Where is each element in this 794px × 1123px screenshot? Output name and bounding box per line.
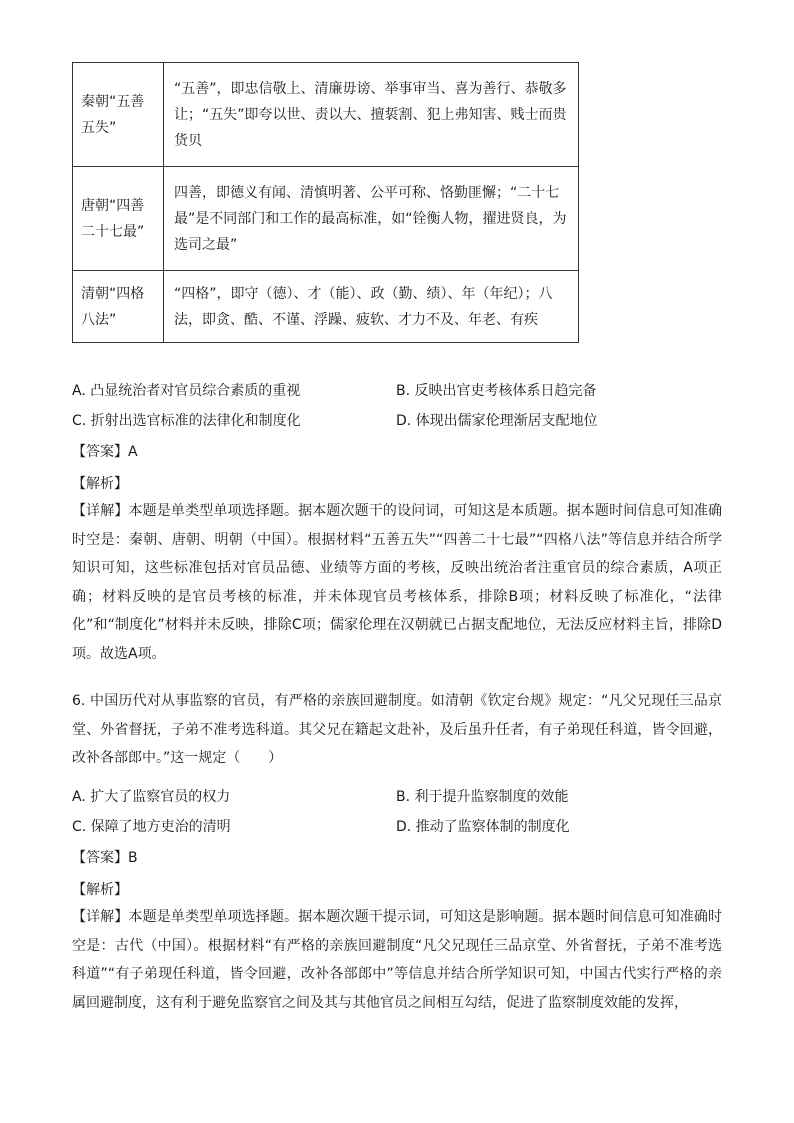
description-cell: 四善，即德义有闻、清慎明著、公平可称、恪勤匪懈；“二十七最”是不同部门和工作的最高标准，如“铨衡人物，擢进贤良，为选司之最” (164, 167, 579, 271)
table-row (73, 271, 579, 343)
q5-detail: 【详解】本题是单类型单项选择题。据本题次题干的设问词，可知这是本质题。据本题时间信息可知准确时空是：秦朝、唐朝、明朝（中国）。根据材料“五善五失”“四善二十七最”“四格八法”等信息并结合所学知识可知，这些标准包括对官员品德、业绩等方面的考核，反映出统治者注重官员的综合素质，A项正确；材料反映的是官员考核的标准，并未体现官员考核体系，排除B项；材料反映了标准化，“法律化”和“制度化”材料并未反映，排除C项；儒家伦理在汉朝就已占据支配地位，无法反应材料主旨，排除D项。故选A项。 (72, 503, 722, 662)
q5-option-c: C. 折射出选官标准的法律化和制度化 (72, 413, 301, 429)
assessment-standards-table (72, 62, 579, 343)
q5-option-a: A. 凸显统治者对官员综合素质的重视 (72, 383, 301, 399)
q6-option-a: A. 扩大了监察官员的权力 (72, 789, 231, 805)
era-cell: 秦朝“五善五失” (73, 63, 164, 167)
q5-option-d: D. 体现出儒家伦理渐居支配地位 (396, 413, 598, 429)
table-row (73, 63, 579, 167)
q6-option-c: C. 保障了地方吏治的清明 (72, 819, 231, 835)
table-row (73, 167, 579, 271)
description-cell: “五善”，即忠信敬上、清廉毋谤、举事审当、喜为善行、恭敬多让；“五失”即夸以世、责以大、擅裚割、犯上弗知害、贱士而贵货贝 (164, 63, 579, 167)
q6-option-d: D. 推动了监察体制的制度化 (396, 819, 570, 835)
q5-answer: 【答案】A (72, 444, 138, 460)
q6-stem: 6. 中国历代对从事监察的官员，有严格的亲族回避制度。如清朝《钦定台规》规定：“凡父兄现任三品京堂、外省督抚，子弟不准考选科道。其父兄在籍起文赴补，及后虽升任者，有子弟现任科道，皆令回避，改补各部郎中。”这一规定（ ） (72, 693, 722, 766)
q5-option-b: B. 反映出官吏考核体系日趋完备 (396, 383, 597, 399)
q5-analysis-heading: 【解析】 (72, 476, 128, 492)
description-cell: “四格”，即守（德）、才（能）、政（勤、绩）、年（年纪）；八法，即贪、酷、不谨、浮躁、疲软、才力不及、年老、有疾 (164, 271, 579, 343)
era-cell: 唐朝“四善二十七最” (73, 167, 164, 271)
q6-analysis-heading: 【解析】 (72, 882, 128, 898)
q6-answer: 【答案】B (72, 850, 138, 866)
q6-option-b: B. 利于提升监察制度的效能 (396, 789, 569, 805)
era-cell: 清朝“四格八法” (73, 271, 164, 343)
q6-detail: 【详解】本题是单类型单项选择题。据本题次题干提示词，可知这是影响题。据本题时间信息可知准确时空是：古代（中国）。根据材料“有严格的亲族回避制度“凡父兄现任三品京堂、外省督抚，子弟不准考选科道”“有子弟现任科道，皆令回避，改补各部郎中”等信息并结合所学知识可知，中国古代实行严格的亲属回避制度，这有利于避免监察官之间及其与其他官员之间相互勾结，促进了监察制度效能的发挥， (72, 909, 722, 1011)
